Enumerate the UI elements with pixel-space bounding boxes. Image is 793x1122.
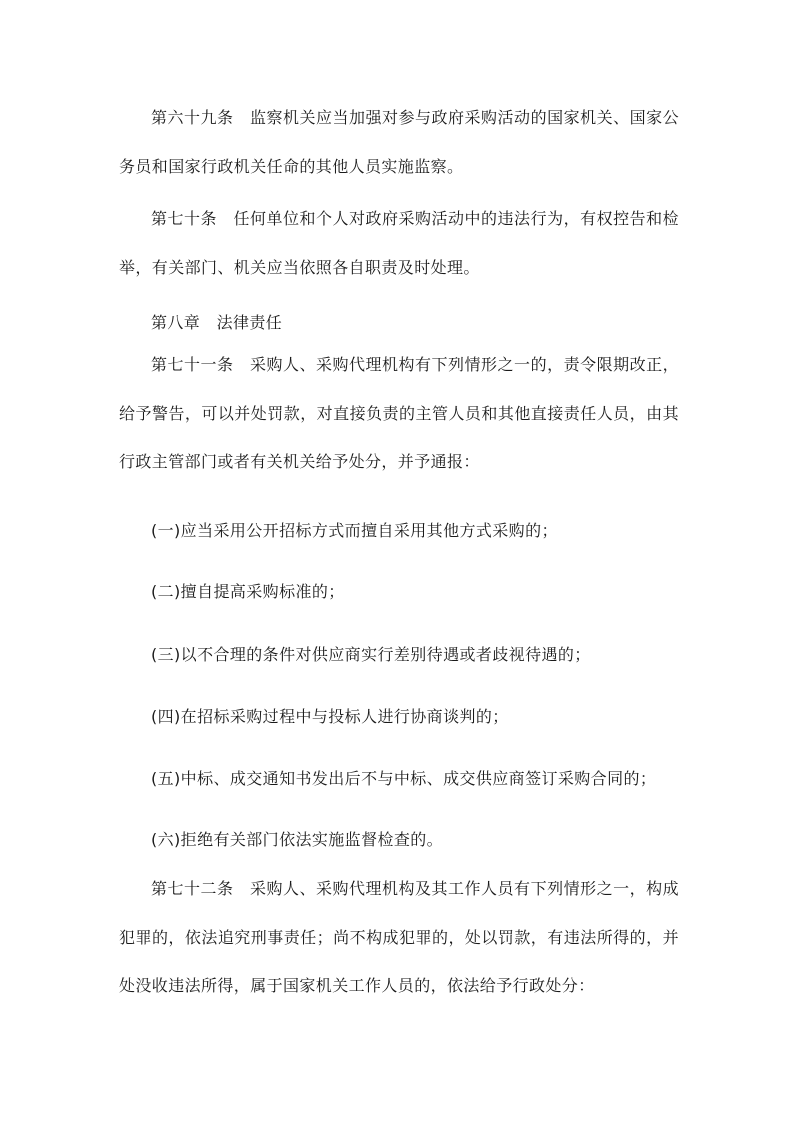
article-72: 第七十二条 采购人、采购代理机构及其工作人员有下列情形之一，构成犯罪的，依法追究刑事责任；尚不构成犯罪的，处以罚款，有违法所得的，并处没收违法所得，属于国家机关工作人员的，依法给予行政处分：	[119, 879, 679, 995]
chapter-heading: 第八章 法律责任	[151, 313, 283, 332]
article-69: 第六十九条 监察机关应当加强对参与政府采购活动的国家机关、国家公务员和国家行政机关任命的其他人员实施监察。	[119, 108, 679, 176]
article-71-item-2: (二)擅自提高采购标准的；	[151, 582, 345, 601]
article-71-item-4: (四)在招标采购过程中与投标人进行协商谈判的；	[151, 707, 509, 726]
article-71: 第七十一条 采购人、采购代理机构有下列情形之一的，责令限期改正，给予警告，可以并处罚款，对直接负责的主管人员和其他直接责任人员，由其行政主管部门或者有关机关给予处分，并予通报：	[119, 355, 679, 471]
article-71-item-6: (六)拒绝有关部门依法实施监督检查的。	[151, 830, 444, 849]
article-71-item-3: (三)以不合理的条件对供应商实行差别待遇或者歧视待遇的；	[151, 645, 591, 664]
article-70: 第七十条 任何单位和个人对政府采购活动中的违法行为，有权控告和检举，有关部门、机关应当依照各自职责及时处理。	[119, 209, 679, 277]
article-71-item-1: (一)应当采用公开招标方式而擅自采用其他方式采购的；	[151, 521, 558, 540]
article-71-item-5: (五)中标、成交通知书发出后不与中标、成交供应商签订采购合同的；	[151, 769, 657, 788]
